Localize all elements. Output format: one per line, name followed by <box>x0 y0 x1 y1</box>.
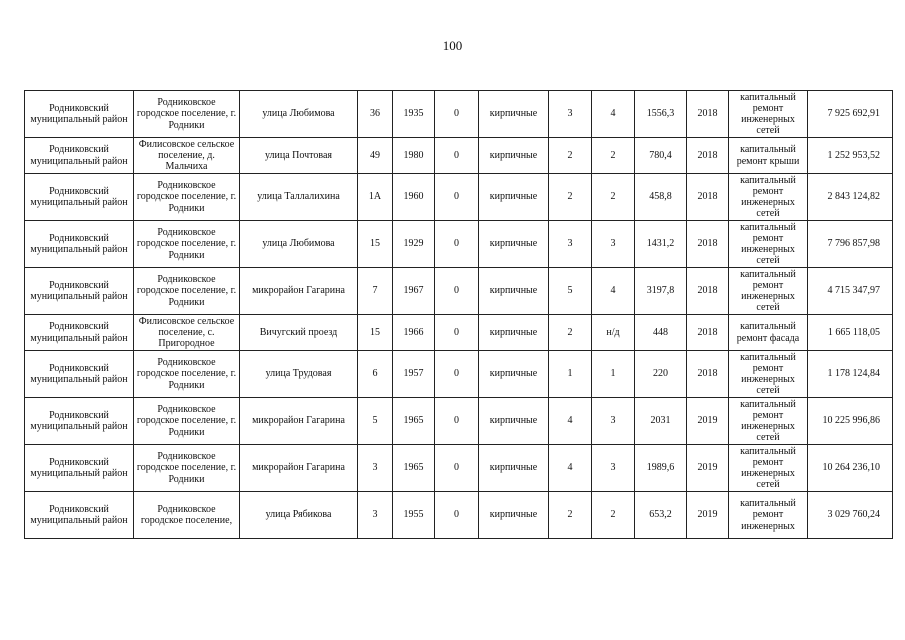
area-cell: 2031 <box>635 398 687 445</box>
wall-material-cell: кирпичные <box>479 91 549 138</box>
cost-cell: 4 715 347,97 <box>808 268 893 315</box>
area-cell: 448 <box>635 315 687 351</box>
wall-material-cell: кирпичные <box>479 268 549 315</box>
table-row <box>25 315 893 351</box>
area-cell: 1431,2 <box>635 221 687 268</box>
house-number-cell: 6 <box>358 351 393 398</box>
floors-cell: 2 <box>549 174 592 221</box>
house-number-cell: 5 <box>358 398 393 445</box>
year-built-cell: 1929 <box>393 221 435 268</box>
year-built-cell: 1967 <box>393 268 435 315</box>
district-cell: Родниковский муниципальный район <box>25 351 134 398</box>
work-type-cell: капитальный ремонт фасада <box>729 315 808 351</box>
settlement-cell: Родниковское городское поселение, г. Родники <box>134 398 240 445</box>
floors-cell: 2 <box>549 138 592 174</box>
street-cell: улица Любимова <box>240 91 358 138</box>
zero-value-cell: 0 <box>435 492 479 539</box>
zero-value-cell: 0 <box>435 398 479 445</box>
district-cell: Родниковский муниципальный район <box>25 138 134 174</box>
floors-cell: 1 <box>549 351 592 398</box>
cost-cell: 3 029 760,24 <box>808 492 893 539</box>
repair-year-cell: 2019 <box>687 445 729 492</box>
table-row <box>25 221 893 268</box>
entrances-cell: н/д <box>592 315 635 351</box>
district-cell: Родниковский муниципальный район <box>25 174 134 221</box>
floors-cell: 4 <box>549 398 592 445</box>
settlement-cell: Родниковское городское поселение, г. Родники <box>134 91 240 138</box>
year-built-cell: 1960 <box>393 174 435 221</box>
year-built-cell: 1955 <box>393 492 435 539</box>
cost-cell: 7 925 692,91 <box>808 91 893 138</box>
area-cell: 653,2 <box>635 492 687 539</box>
cost-cell: 2 843 124,82 <box>808 174 893 221</box>
year-built-cell: 1965 <box>393 445 435 492</box>
repair-year-cell: 2019 <box>687 398 729 445</box>
table-row <box>25 138 893 174</box>
zero-value-cell: 0 <box>435 315 479 351</box>
area-cell: 220 <box>635 351 687 398</box>
area-cell: 1556,3 <box>635 91 687 138</box>
street-cell: Вичугский проезд <box>240 315 358 351</box>
house-number-cell: 7 <box>358 268 393 315</box>
zero-value-cell: 0 <box>435 91 479 138</box>
work-type-cell: капитальный ремонт инженерных сетей <box>729 268 808 315</box>
house-number-cell: 1А <box>358 174 393 221</box>
table-row <box>25 398 893 445</box>
entrances-cell: 4 <box>592 268 635 315</box>
zero-value-cell: 0 <box>435 174 479 221</box>
district-cell: Родниковский муниципальный район <box>25 315 134 351</box>
street-cell: улица Рябикова <box>240 492 358 539</box>
housing-repair-table <box>24 90 893 539</box>
house-number-cell: 36 <box>358 91 393 138</box>
wall-material-cell: кирпичные <box>479 221 549 268</box>
wall-material-cell: кирпичные <box>479 398 549 445</box>
house-number-cell: 3 <box>358 492 393 539</box>
zero-value-cell: 0 <box>435 268 479 315</box>
district-cell: Родниковский муниципальный район <box>25 492 134 539</box>
settlement-cell: Родниковское городское поселение, г. Родники <box>134 351 240 398</box>
entrances-cell: 2 <box>592 492 635 539</box>
district-cell: Родниковский муниципальный район <box>25 221 134 268</box>
house-number-cell: 15 <box>358 315 393 351</box>
district-cell: Родниковский муниципальный район <box>25 445 134 492</box>
year-built-cell: 1957 <box>393 351 435 398</box>
area-cell: 1989,6 <box>635 445 687 492</box>
entrances-cell: 3 <box>592 398 635 445</box>
zero-value-cell: 0 <box>435 138 479 174</box>
area-cell: 458,8 <box>635 174 687 221</box>
cost-cell: 7 796 857,98 <box>808 221 893 268</box>
floors-cell: 3 <box>549 91 592 138</box>
floors-cell: 5 <box>549 268 592 315</box>
repair-year-cell: 2018 <box>687 91 729 138</box>
repair-year-cell: 2018 <box>687 174 729 221</box>
repair-year-cell: 2018 <box>687 268 729 315</box>
street-cell: улица Таллалихина <box>240 174 358 221</box>
street-cell: микрорайон Гагарина <box>240 268 358 315</box>
year-built-cell: 1935 <box>393 91 435 138</box>
settlement-cell: Филисовское сельское поселение, с. Пригородное <box>134 315 240 351</box>
wall-material-cell: кирпичные <box>479 315 549 351</box>
floors-cell: 4 <box>549 445 592 492</box>
floors-cell: 2 <box>549 315 592 351</box>
cost-cell: 10 225 996,86 <box>808 398 893 445</box>
repair-year-cell: 2018 <box>687 315 729 351</box>
entrances-cell: 1 <box>592 351 635 398</box>
table-row <box>25 174 893 221</box>
zero-value-cell: 0 <box>435 445 479 492</box>
table-row <box>25 351 893 398</box>
work-type-cell: капитальный ремонт инженерных сетей <box>729 91 808 138</box>
house-number-cell: 3 <box>358 445 393 492</box>
district-cell: Родниковский муниципальный район <box>25 268 134 315</box>
entrances-cell: 3 <box>592 445 635 492</box>
table-row <box>25 91 893 138</box>
settlement-cell: Родниковское городское поселение, г. Родники <box>134 268 240 315</box>
floors-cell: 2 <box>549 492 592 539</box>
work-type-cell: капитальный ремонт инженерных сетей <box>729 351 808 398</box>
repair-year-cell: 2018 <box>687 138 729 174</box>
street-cell: микрорайон Гагарина <box>240 398 358 445</box>
table-row <box>25 445 893 492</box>
settlement-cell: Родниковское городское поселение, г. Родники <box>134 174 240 221</box>
street-cell: улица Любимова <box>240 221 358 268</box>
repair-year-cell: 2019 <box>687 492 729 539</box>
work-type-cell: капитальный ремонт инженерных сетей <box>729 445 808 492</box>
work-type-cell: капитальный ремонт инженерных сетей <box>729 398 808 445</box>
settlement-cell: Родниковское городское поселение, г. Родники <box>134 445 240 492</box>
zero-value-cell: 0 <box>435 221 479 268</box>
entrances-cell: 3 <box>592 221 635 268</box>
year-built-cell: 1980 <box>393 138 435 174</box>
table-row <box>25 492 893 539</box>
cost-cell: 1 252 953,52 <box>808 138 893 174</box>
work-type-cell: капитальный ремонт инженерных сетей <box>729 221 808 268</box>
wall-material-cell: кирпичные <box>479 445 549 492</box>
settlement-cell: Родниковское городское поселение, г. Родники <box>134 221 240 268</box>
street-cell: микрорайон Гагарина <box>240 445 358 492</box>
house-number-cell: 15 <box>358 221 393 268</box>
floors-cell: 3 <box>549 221 592 268</box>
repair-year-cell: 2018 <box>687 351 729 398</box>
page-number: 100 <box>442 38 463 53</box>
settlement-cell: Филисовское сельское поселение, д. Мальчиха <box>134 138 240 174</box>
wall-material-cell: кирпичные <box>479 138 549 174</box>
work-type-cell: капитальный ремонт инженерных <box>729 492 808 539</box>
work-type-cell: капитальный ремонт инженерных сетей <box>729 174 808 221</box>
wall-material-cell: кирпичные <box>479 492 549 539</box>
street-cell: улица Трудовая <box>240 351 358 398</box>
wall-material-cell: кирпичные <box>479 351 549 398</box>
district-cell: Родниковский муниципальный район <box>25 91 134 138</box>
district-cell: Родниковский муниципальный район <box>25 398 134 445</box>
entrances-cell: 4 <box>592 91 635 138</box>
house-number-cell: 49 <box>358 138 393 174</box>
settlement-cell: Родниковское городское поселение, <box>134 492 240 539</box>
table-row <box>25 268 893 315</box>
street-cell: улица Почтовая <box>240 138 358 174</box>
cost-cell: 10 264 236,10 <box>808 445 893 492</box>
year-built-cell: 1965 <box>393 398 435 445</box>
cost-cell: 1 178 124,84 <box>808 351 893 398</box>
area-cell: 780,4 <box>635 138 687 174</box>
wall-material-cell: кирпичные <box>479 174 549 221</box>
cost-cell: 1 665 118,05 <box>808 315 893 351</box>
area-cell: 3197,8 <box>635 268 687 315</box>
entrances-cell: 2 <box>592 138 635 174</box>
entrances-cell: 2 <box>592 174 635 221</box>
work-type-cell: капитальный ремонт крыши <box>729 138 808 174</box>
zero-value-cell: 0 <box>435 351 479 398</box>
year-built-cell: 1966 <box>393 315 435 351</box>
repair-year-cell: 2018 <box>687 221 729 268</box>
